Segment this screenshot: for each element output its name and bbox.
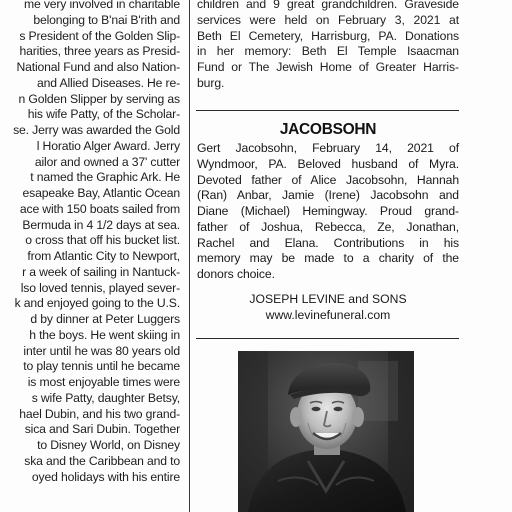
text-line: r a week of sailing in Nantuck- — [22, 264, 180, 279]
text-line: l Horatio Alger Award. Jerry — [36, 138, 180, 153]
text-line: Beth El Cemetery, Harrisburg, PA. Donations — [197, 28, 459, 43]
text-line: me very involved in charitable — [23, 0, 180, 11]
text-line: h the boys. He went skiing in — [29, 327, 180, 342]
obituary-body — [197, 141, 459, 283]
text-line: his wife Patty, of the Scholar- — [27, 107, 180, 122]
text-line: harities, three years as Presid- — [19, 44, 180, 59]
text-line: Fund or The Jewish Home of Greater Harris- — [197, 60, 459, 74]
text-line: hael Dubin, and his two grand- — [19, 406, 180, 421]
text-line: from Atlantic City to Newport, — [27, 249, 180, 263]
text-line: d by dinner at Peter Luggers — [30, 312, 180, 326]
text-line: Bermuda in 4 1/2 days at sea. — [22, 217, 180, 232]
section-divider — [196, 110, 459, 111]
funeral-home-credit — [197, 291, 459, 323]
text-line: to Disney World, on Disney — [37, 438, 180, 452]
text-line: services were held on February 3, 2021 at — [197, 12, 459, 27]
text-line: esapeake Bay, Atlantic Ocean — [22, 186, 180, 200]
section-divider — [196, 338, 459, 339]
text-line: Rachel and Elana. Contributions in his — [197, 235, 459, 250]
text-line: oyed holidays with his entire — [31, 469, 180, 484]
left-column-text — [0, 0, 180, 485]
text-line: inter until he was 80 years old — [23, 343, 180, 358]
text-line: burg. — [197, 75, 225, 90]
obituary-name-heading: JACOBSOHN — [279, 121, 377, 138]
text-line: National Fund and also Nation- — [16, 60, 180, 74]
text-line: o cross that off his bucket list. — [25, 233, 180, 248]
text-line: (Ran) Anbar, Jamie (Irene) Jacobsohn and — [197, 188, 459, 203]
portrait-image — [238, 351, 414, 512]
text-line: k and enjoyed going to the U.S. — [14, 296, 180, 311]
text-line: Gert Jacobsohn, February 14, 2021 of — [197, 141, 459, 155]
text-line: Wyndmoor, PA. Beloved husband of Myra. — [197, 156, 459, 171]
text-line: se. Jerry was awarded the Gold — [13, 123, 180, 137]
column-divider — [189, 0, 190, 512]
text-line: Diane (Michael) Hemingway. Proud grand- — [197, 204, 459, 218]
funeral-home-name: JOSEPH LEVINE and SONS — [249, 292, 407, 306]
text-line: is most enjoyable times were — [27, 375, 180, 389]
text-line: ailor and owned a 37' cutter — [34, 154, 180, 169]
funeral-home-website: www.levinefuneral.com — [265, 308, 391, 322]
portrait-photo — [238, 351, 414, 512]
text-line: s President of the Golden Slip- — [19, 28, 180, 43]
text-line: Devoted father of Alice Jacobsohn, Hannah — [197, 172, 459, 187]
text-line: in her memory: Beth El Temple Isaacman — [197, 44, 459, 59]
text-line: memory may be made to a charity of the — [197, 251, 459, 266]
text-line: sica and Sari Dubin. Together — [24, 422, 180, 437]
previous-obituary-ending — [197, 0, 459, 92]
text-line: donors choice. — [197, 267, 275, 281]
text-line: n Golden Slipper by serving as — [18, 91, 180, 106]
text-line: s wife Patty, daughter Betsy, — [31, 390, 180, 405]
text-line: and Allied Diseases. He re- — [37, 75, 180, 90]
text-line: father of Joshua, Rebecca, Ze, Jonathan, — [197, 219, 459, 234]
text-line: to play tennis until he became — [23, 359, 180, 374]
text-line: ace with 150 boats sailed from — [19, 201, 180, 216]
text-line: children and 9 great grandchildren. Graveside — [197, 0, 459, 11]
text-line: belonging to B'nai B'rith and — [33, 12, 180, 27]
text-line: t named the Graphic Ark. He — [30, 170, 180, 185]
text-line: lso loved tennis, played sever- — [20, 280, 180, 295]
text-line: ska and the Caribbean and to — [24, 453, 180, 468]
